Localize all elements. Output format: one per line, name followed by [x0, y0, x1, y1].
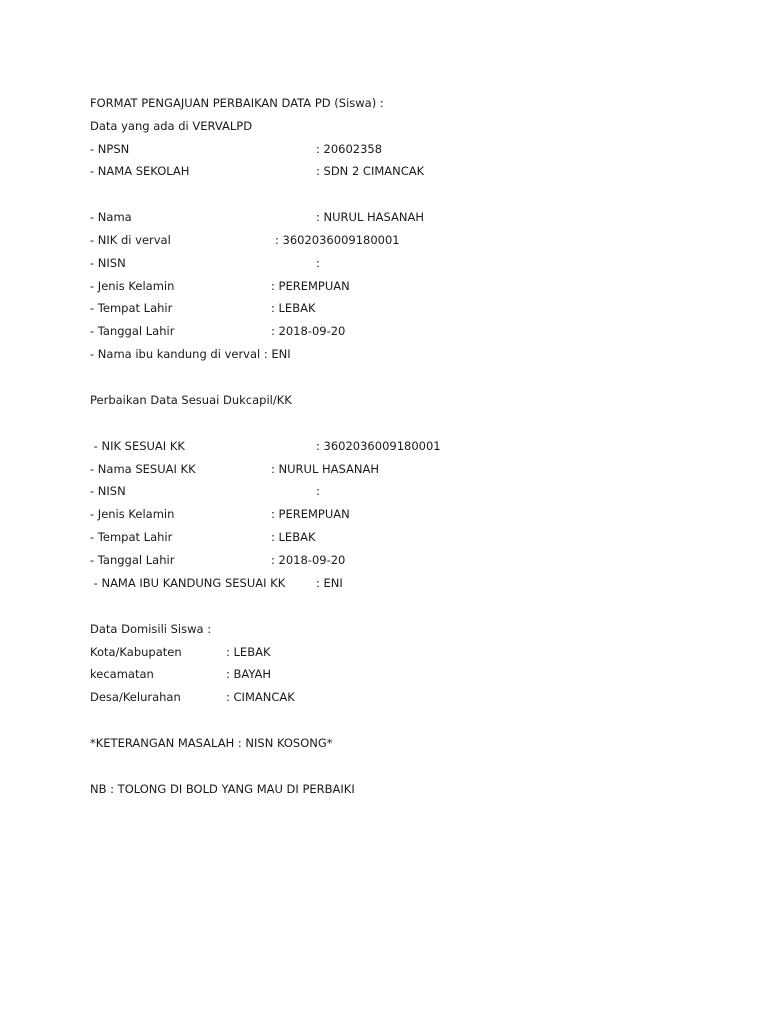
- existing-name-value: : NURUL HASANAH: [316, 210, 425, 224]
- existing-nik-label: - NIK di verval: [90, 233, 171, 247]
- npsn-value: : 20602358: [316, 142, 383, 156]
- correction-name-value: : NURUL HASANAH: [271, 462, 380, 476]
- correction-birthplace-label: - Tempat Lahir: [90, 530, 173, 544]
- correction-nik-value: : 3602036009180001: [316, 439, 441, 453]
- existing-nisn-label: - NISN: [90, 256, 126, 270]
- domicile-district-label: kecamatan: [90, 667, 154, 681]
- correction-mother-value: : ENI: [316, 576, 343, 590]
- existing-birthplace-label: - Tempat Lahir: [90, 301, 173, 315]
- existing-birthdate-label: - Tanggal Lahir: [90, 324, 175, 338]
- existing-name-label: - Nama: [90, 210, 132, 224]
- correction-name-label: - Nama SESUAI KK: [90, 462, 196, 476]
- npsn-label: - NPSN: [90, 142, 130, 156]
- school-name-value: : SDN 2 CIMANCAK: [316, 164, 425, 178]
- correction-gender-value: : PEREMPUAN: [271, 507, 350, 521]
- domicile-district-value: : BAYAH: [226, 667, 272, 681]
- domicile-city-value: : LEBAK: [226, 645, 271, 659]
- correction-gender-label: - Jenis Kelamin: [90, 507, 175, 521]
- domicile-city-label: Kota/Kabupaten: [90, 645, 182, 659]
- problem-note: *KETERANGAN MASALAH : NISN KOSONG*: [90, 736, 333, 750]
- domicile-village-value: : CIMANCAK: [226, 690, 295, 704]
- existing-mother-name: - Nama ibu kandung di verval : ENI: [90, 347, 291, 361]
- correction-birthdate-value: : 2018-09-20: [271, 553, 346, 567]
- nb-note: NB : TOLONG DI BOLD YANG MAU DI PERBAIKI: [90, 782, 355, 796]
- existing-data-heading: Data yang ada di VERVALPD: [90, 119, 253, 133]
- correction-birthdate-label: - Tanggal Lahir: [90, 553, 175, 567]
- correction-birthplace-value: : LEBAK: [271, 530, 316, 544]
- existing-gender-value: : PEREMPUAN: [271, 279, 350, 293]
- correction-nisn-label: - NISN: [90, 484, 126, 498]
- existing-birthdate-value: : 2018-09-20: [271, 324, 346, 338]
- existing-gender-label: - Jenis Kelamin: [90, 279, 175, 293]
- existing-birthplace-value: : LEBAK: [271, 301, 316, 315]
- existing-nisn-value: :: [316, 256, 320, 270]
- correction-heading: Perbaikan Data Sesuai Dukcapil/KK: [90, 393, 292, 407]
- correction-nik-label: - NIK SESUAI KK: [90, 439, 185, 453]
- correction-mother-label: - NAMA IBU KANDUNG SESUAI KK: [90, 576, 286, 590]
- document-title: FORMAT PENGAJUAN PERBAIKAN DATA PD (Siswa) :: [90, 96, 384, 110]
- domicile-heading: Data Domisili Siswa :: [90, 622, 212, 636]
- correction-nisn-value: :: [316, 484, 320, 498]
- school-name-label: - NAMA SEKOLAH: [90, 164, 190, 178]
- domicile-village-label: Desa/Kelurahan: [90, 690, 181, 704]
- existing-nik-value: : 3602036009180001: [275, 233, 400, 247]
